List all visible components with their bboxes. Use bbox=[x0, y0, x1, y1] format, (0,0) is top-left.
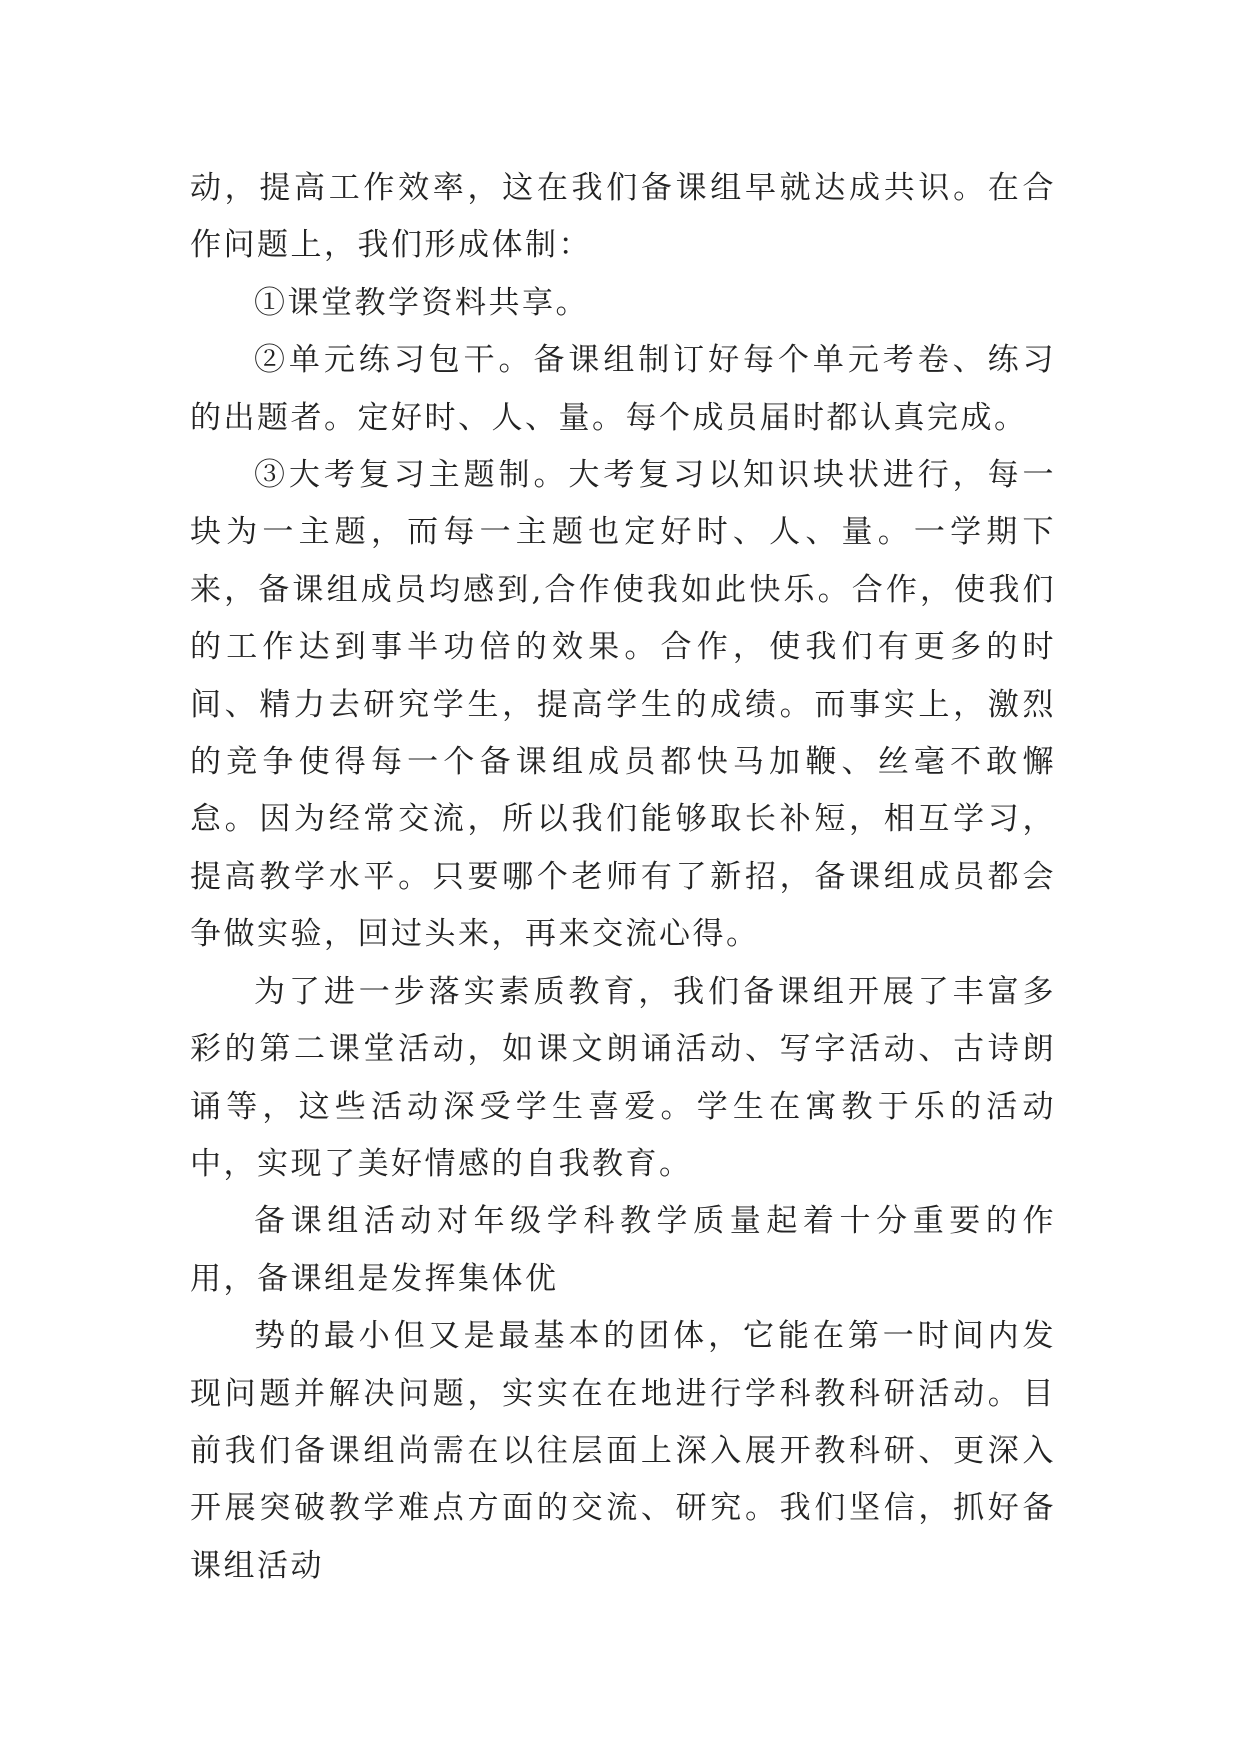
paragraph-item-1: ①课堂教学资料共享。 bbox=[254, 284, 589, 321]
paragraph-quality-education: 为了进一步落实素质教育，我们备课组开展了丰富多彩的第二课堂活动，如课文朗诵活动、写字活动、古诗朗诵等，这些活动深受学生喜爱。学生在寓教于乐的活动中，实现了美好情感的自我教育。 bbox=[190, 973, 1056, 1182]
document-body bbox=[190, 160, 1056, 1595]
paragraph-item-2: ②单元练习包干。备课组制订好每个单元考卷、练习的出题者。定好时、人、量。每个成员届时都认真完成。 bbox=[190, 342, 1056, 436]
paragraph-continuation: 动，提高工作效率，这在我们备课组早就达成共识。在合作问题上，我们形成体制： bbox=[190, 170, 1056, 264]
paragraph-item-3: ③大考复习主题制。大考复习以知识块状进行，每一块为一主题，而每一主题也定好时、人、量。一学期下来，备课组成员均感到,合作使我如此快乐。合作，使我们的工作达到事半功倍的效果。合作，使我们有更多的时间、精力去研究学生，提高学生的成绩。而事实上，激烈的竞争使得每一个备课组成员都快马加鞭、丝毫不敢懈怠。因为经常交流，所以我们能够取长补短，相互学习，提高教学水平。只要哪个老师有了新招，备课组成员都会争做实验，回过头来，再来交流心得。 bbox=[190, 457, 1056, 953]
paragraph-group-role: 备课组活动对年级学科教学质量起着十分重要的作用，备课组是发挥集体优 bbox=[190, 1203, 1056, 1297]
paragraph-group-team: 势的最小但又是最基本的团体，它能在第一时间内发现问题并解决问题，实实在在地进行学科教科研活动。目前我们备课组尚需在以往层面上深入展开教科研、更深入开展突破教学难点方面的交流、研究。我们坚信，抓好备课组活动 bbox=[190, 1318, 1056, 1584]
